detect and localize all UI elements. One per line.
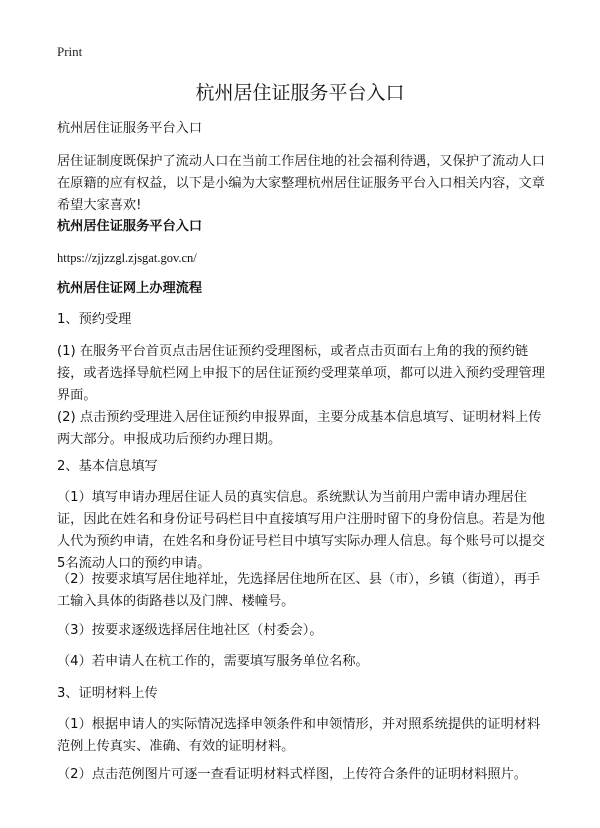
step1-heading: 1、预约受理 [57, 312, 132, 327]
page-title: 杭州居住证服务平台入口 [195, 82, 405, 104]
step2-paragraph-2: （2）按要求填写居住地祥址，先选择居住地所在区、县（市），乡镇（街道），再手工输入具体的街路巷以及门牌、楼幢号。 [57, 572, 541, 609]
intro-paragraph: 居住证制度既保护了流动人口在当前工作居住地的社会福利待遇，又保护了流动人口在原籍的应有权益，以下是小编为大家整理杭州居住证服务平台入口相关内容，文章希望大家喜欢! [57, 154, 545, 213]
step2-paragraph-1: （1）填写申请办理居住证人员的真实信息。系统默认为当前用户需申请办理居住证，因此在姓名和身份证号码栏目中直接填写用户注册时留下的身份信息。若是为他人代为预约申请，在姓名和身份证号栏目中填写实际办理人信息。每个账号可以提交5名流动人口的预约申请。 [57, 490, 545, 571]
step1-paragraph-2: (2) 点击预约受理进入居住证预约申报界面，主要分成基本信息填写、证明材料上传两大部分。申报成功后预约办理日期。 [57, 410, 542, 447]
section-heading-entry: 杭州居住证服务平台入口 [57, 219, 203, 234]
step2-paragraph-4: （4）若申请人在杭工作的，需要填写服务单位名称。 [57, 654, 369, 669]
step1-paragraph-1: (1) 在服务平台首页点击居住证预约受理图标，或者点击页面右上角的我的预约链接，或者选择导航栏网上申报下的居住证预约受理菜单项，都可以进入预约受理管理界面。 [57, 344, 545, 403]
portal-url[interactable]: https://zjjzzgl.zjsgat.gov.cn/ [57, 251, 197, 265]
intro-heading: 杭州居住证服务平台入口 [57, 121, 203, 136]
step3-heading: 3、证明材料上传 [57, 686, 158, 701]
section-heading-process: 杭州居住证网上办理流程 [57, 281, 203, 296]
step3-paragraph-2: （2）点击范例图片可逐一查看证明材料式样图，上传符合条件的证明材料照片。 [57, 767, 527, 782]
print-link[interactable]: Print [57, 44, 83, 59]
step2-heading: 2、基本信息填写 [57, 459, 158, 474]
step2-paragraph-3: （3）按要求逐级选择居住地社区（村委会）。 [57, 623, 323, 638]
step3-paragraph-1: （1）根据申请人的实际情况选择申领条件和申领情形，并对照系统提供的证明材料范例上传真实、准确、有效的证明材料。 [57, 717, 541, 754]
